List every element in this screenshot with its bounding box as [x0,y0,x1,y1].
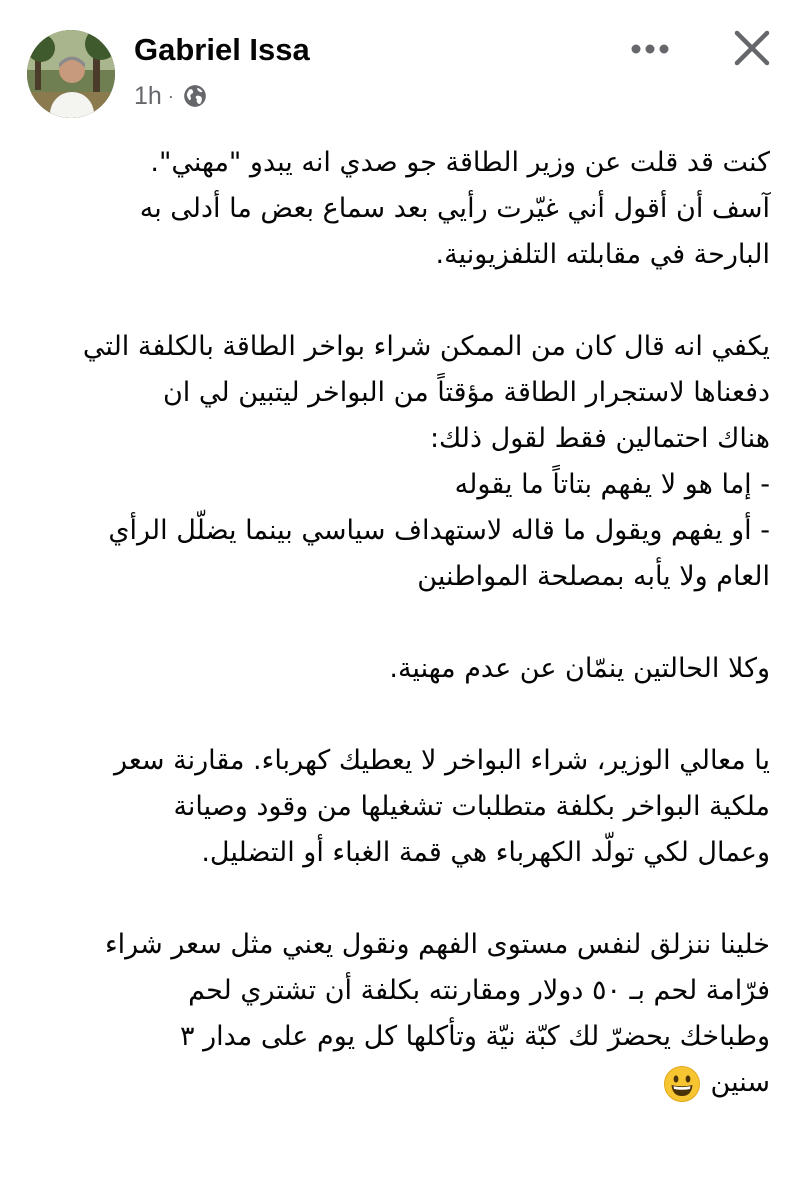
text-line: خلينا ننزلق لنفس مستوى الفهم ونقول يعني مثل سعر شراء [104,929,770,960]
text-line: دفعناها لاستجرار الطاقة مؤقتاً من البواخر ليتبين لي ان [162,377,770,408]
text-line: وكلا الحالتين ينمّان عن عدم مهنية. [389,653,770,684]
post-meta [134,80,208,112]
post-paragraph [30,140,770,278]
text-line: يكفي انه قال كان من الممكن شراء بواخر الطاقة بالكلفة التي [82,331,770,362]
post-paragraph [30,738,770,876]
text-line: العام ولا يأبه بمصلحة المواطنين [417,561,770,592]
grinning-face-emoji [663,1065,701,1103]
text-line: كنت قد قلت عن وزير الطاقة جو صدي انه يبدو "مهني". [150,147,770,178]
text-line: وعمال لكي تولّد الكهرباء هي قمة الغباء أو التضليل. [201,837,770,868]
post-paragraph [30,922,770,1106]
text-line: فرّامة لحم بـ ٥٠ دولار ومقارنته بكلفة أن تشتري لحم [188,975,770,1006]
meta-separator: · [167,85,174,106]
post-time[interactable]: 1h [134,81,162,110]
text-line: ملكية البواخر بكلفة متطلبات تشغيلها من وقود وصيانة [173,791,770,822]
post-text [30,140,770,1106]
text-line: - إما هو لا يفهم بتاتاً ما يقوله [454,469,770,500]
more-horizontal-icon[interactable] [630,34,670,64]
text-line: آسف أن أقول أني غيّرت رأيي بعد سماع بعض ما أدلى به [139,193,770,224]
avatar-photo [27,30,115,118]
text-line: البارحة في مقابلته التلفزيونية. [435,239,770,270]
text-line-words: سنين [710,1067,770,1098]
post-header [0,0,796,140]
post-paragraph [30,646,770,692]
text-line-last [30,1060,770,1106]
text-line: يا معالي الوزير، شراء البواخر لا يعطيك كهرباء. مقارنة سعر [113,745,770,776]
text-line: هناك احتمالين فقط لقول ذلك: [429,423,770,454]
globe-icon[interactable] [182,83,208,109]
text-line: وطباخك يحضرّ لك كبّة نيّة وتأكلها كل يوم على مدار ٣ [180,1021,770,1052]
author-name[interactable]: Gabriel Issa [134,32,310,67]
text-line: - أو يفهم ويقول ما قاله لاستهداف سياسي بينما يضلّل الرأي [108,515,770,546]
avatar[interactable] [27,30,115,118]
close-icon[interactable] [730,26,774,70]
post-paragraph [30,324,770,600]
